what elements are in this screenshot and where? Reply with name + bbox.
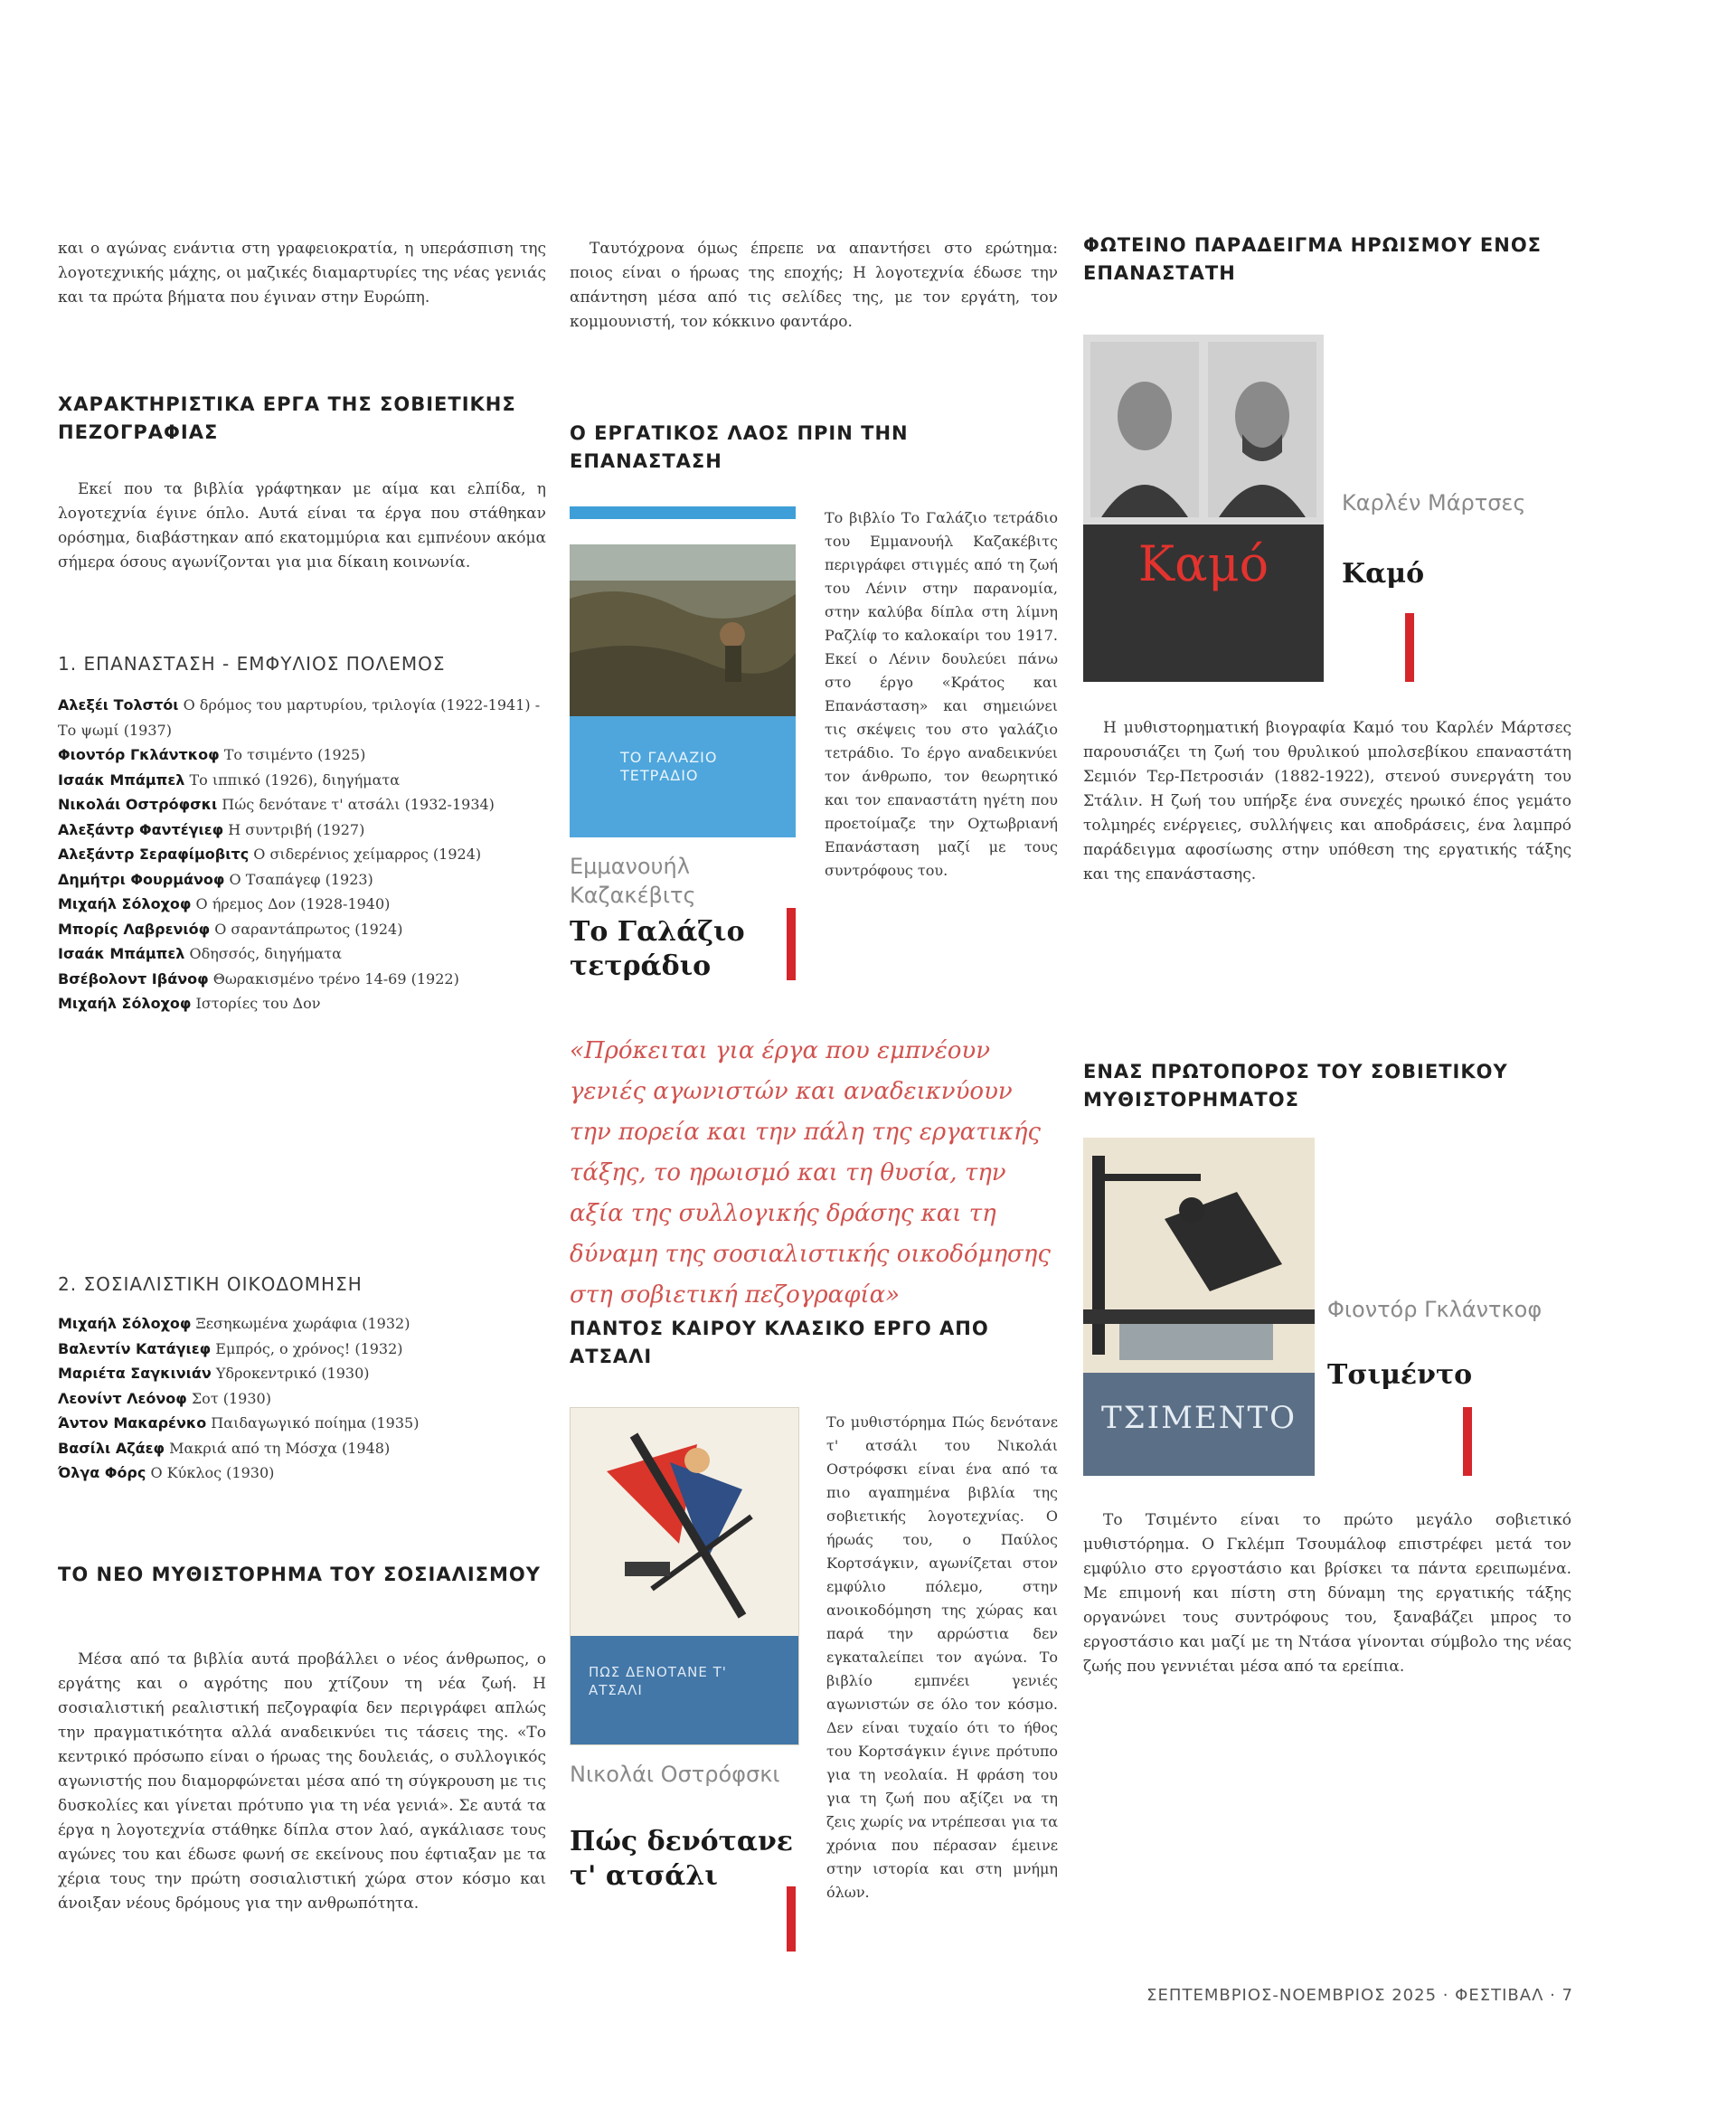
list-item: Άντον Μακαρένκο Παιδαγωγικό ποίημα (1935) bbox=[58, 1414, 420, 1432]
cover-title-text: ΠΩΣ ΔΕΝΟΤΑΝΕ Τ' ΑΤΣΑΛΙ bbox=[589, 1664, 727, 1698]
list-item: Μιχαήλ Σόλοχοφ Ξεσηκωμένα χωράφια (1932) bbox=[58, 1315, 410, 1332]
cover-blue-panel bbox=[570, 716, 796, 837]
col1-section2-heading: ΤΟ ΝΕΟ ΜΥΘΙΣΤΟΡΗΜΑ ΤΟΥ ΣΟΣΙΑΛΙΣΜΟΥ bbox=[58, 1564, 541, 1585]
list-item: Νικολάι Οστρόφσκι Πώς δενότανε τ' ατσάλι (1932-1934) bbox=[58, 796, 495, 813]
col2-section2-heading: ΠΑΝΤΟΣ ΚΑΙΡΟΥ ΚΛΑΣΙΚΟ ΕΡΓΟ ΑΠΟ ΑΤΣΑΛΙ bbox=[570, 1318, 989, 1367]
book3-author: Καρλέν Μάρτσες bbox=[1342, 490, 1526, 515]
book1-title: Το Γαλάζιο τετράδιο bbox=[570, 916, 745, 982]
col1-subheading-1: 1. ΕΠΑΝΑΣΤΑΣΗ - ΕΜΦΥΛΙΟΣ ΠΟΛΕΜΟΣ bbox=[58, 653, 446, 675]
cover-title-text: ΤΟ ΓΑΛΑΖΙΟ ΤΕΤΡΑΔΙΟ bbox=[620, 749, 718, 784]
col1-intro-paragraph: και ο αγώνας ενάντια στη γραφειοκρατία, η υπεράσπιση της λογοτεχνικής μάχης, οι μαζικές διαμαρτυρίες της νέας γενιάς και τα πρώτα βήματα που έγιναν στην Ευρώπη. bbox=[58, 240, 546, 307]
list-item: Μιχαήλ Σόλοχοφ Ιστορίες του Δον bbox=[58, 995, 321, 1012]
cover-top-stripe bbox=[570, 506, 796, 519]
cover-title-text: Καμό bbox=[1137, 535, 1269, 592]
col1-list-2 bbox=[58, 1311, 546, 1486]
book1-paragraph: Το βιβλίο Το Γαλάζιο τετράδιο του Εμμανουήλ Καζακέβιτς περιγράφει στιγμές από τη ζωή του Λένιν στην παρανομία, στην καλύβα δίπλα στη λίμνη Ραζλίφ το καλοκαίρι του 1917. Εκεί ο Λένιν δουλεύει πάνω στο έργο «Κράτος και Επανάσταση» και σημειώνει τις σκέψεις του στο γαλάζιο τετράδιο. Το έργο αναδεικνύει τον άνθρωπο, τον θεωρητικό και τον επαναστάτη ηγέτη που προετοίμαζε την Οχτωβριανή Επανάσταση μαζί με τους συντρόφους του. bbox=[825, 509, 1058, 879]
cover-blue-panel bbox=[571, 1636, 799, 1745]
col1-section2-paragraph: Μέσα από τα βιβλία αυτά προβάλλει ο νέος άνθρωπος, ο εργάτης και ο αγρότης που χτίζουν τη νέα ζωή. Η σοσιαλιστική ρεαλιστική πεζογραφία δεν περιγράφει απλώς την πραγματικότητα αλλά αναδεικνύει τις τάσεις της. «Το κεντρικό πρόσωπο είναι ο ήρωας της δουλειάς, ο συλλογικός αγωνιστής που διαμορφώνεται μέσα από τη σύγκρουση με τις δυσκολίες και γίνεται πρότυπο για τη νέα γενιά». Σε αυτά τα έργα η λογοτεχνία στάθηκε δίπλα στον λαό, αγκάλιασε τους αγώνες του και έδωσε φωνή σε εκείνους που έφτιαξαν με τα χέρια τους την πρώτη σοσιαλιστική χώρα στον κόσμο και άνοιξαν νέους δρόμους για την ανθρωπότητα. bbox=[58, 1650, 546, 1913]
book-cover-galazio-tetradio bbox=[570, 506, 796, 837]
cover-blue-panel bbox=[1083, 1373, 1315, 1476]
list-item: Αλεξάντρ Σεραφίμοβιτς Ο σιδερένιος χείμαρρος (1924) bbox=[58, 846, 482, 863]
col2-section1-heading: Ο ΕΡΓΑΤΙΚΟΣ ΛΑΟΣ ΠΡΙΝ ΤΗΝ ΕΠΑΝΑΣΤΑΣΗ bbox=[570, 422, 909, 472]
cover-portrait-photos bbox=[1083, 335, 1324, 525]
book2-paragraph: Το μυθιστόρημα Πώς δενότανε τ' ατσάλι του Νικολάι Οστρόφσκι είναι ένα από τα πιο αγαπημένα βιβλία της σοβιετικής λογοτεχνίας. Ο ήρωάς του, ο Παύλος Κορτσάγκιν, αγωνίζεται στον εμφύλιο πόλεμο, στην ανοικοδόμηση της χώρας και παρά την αρρώστια δεν εγκαταλείπει τον αγώνα. Το βιβλίο εμπνέει γενιές αγωνιστών σε όλο τον κόσμο. Δεν είναι τυχαίο ότι το ήθος του Κορτσάγκιν έγινε πρότυπο για τη νεολαία. Η φράση του για τη ζωή που αξίζει να τη ζεις χωρίς να ντρέπεσαι για τα χρόνια που πέρασαν έμεινε στην ιστορία και στη μνήμη όλων. bbox=[826, 1413, 1058, 1901]
col3-section1-heading: ΦΩΤΕΙΝΟ ΠΑΡΑΔΕΙΓΜΑ ΗΡΩΙΣΜΟΥ ΕΝΟΣ ΕΠΑΝΑΣΤΑΤΗ bbox=[1083, 234, 1543, 284]
book1-author: Εμμανουήλ Καζακέβιτς bbox=[570, 854, 696, 908]
list-item: Λεονίντ Λεόνοφ Σοτ (1930) bbox=[58, 1389, 271, 1407]
col1-subheading-2: 2. ΣΟΣΙΑΛΙΣΤΙΚΗ ΟΙΚΟΔΟΜΗΣΗ bbox=[58, 1273, 363, 1295]
cover-constructivist-image bbox=[571, 1408, 799, 1636]
cover-painting-image bbox=[570, 544, 796, 716]
col2-intro-paragraph: Ταυτόχρονα όμως έπρεπε να απαντήσει στο ερώτημα: ποιος είναι ο ήρωας της εποχής; Η λογοτεχνία έδωσε την απάντηση μέσα από τις σελίδες της, με τον εργάτη, τον κομμουνιστή, τον κόκκινο φαντάρο. bbox=[570, 240, 1058, 331]
red-accent-bar bbox=[1405, 613, 1414, 682]
list-item: Όλγα Φόρς Ο Κύκλος (1930) bbox=[58, 1464, 275, 1481]
book3-title: Καμό bbox=[1342, 558, 1425, 590]
book-cover-pos-denotane bbox=[570, 1407, 799, 1745]
page-footer: ΣΕΠΤΕΜΒΡΙΟΣ-ΝΟΕΜΒΡΙΟΣ 2025 · ΦΕΣΤΙΒΑΛ · 7 bbox=[1146, 1986, 1573, 2005]
red-accent-bar bbox=[1463, 1407, 1472, 1476]
book-cover-tsimento bbox=[1083, 1138, 1315, 1476]
list-item: Αλεξέι Τολστόι Ο δρόμος του μαρτυρίου, τριλογία (1922-1941) - Το ψωμί (1937) bbox=[58, 696, 541, 739]
list-item: Βσέβολοντ Ιβάνοφ Θωρακισμένο τρένο 14-69 (1922) bbox=[58, 969, 459, 988]
list-item: Δημήτρι Φουρμάνοφ Ο Τσαπάγεφ (1923) bbox=[58, 870, 373, 888]
book4-paragraph: Το Τσιμέντο είναι το πρώτο μεγάλο σοβιετικό μυθιστόρημα. Ο Γκλέμπ Τσουμάλοφ επιστρέφει μετά τον εμφύλιο στο εργοστάσιο και βρίσκει τα πάντα ερειπωμένα. Με επιμονή και πίστη στη δύναμη της εργατικής τάξης οργανώνει τους συντρόφους του, ξαναβάζει μπρος το εργοστάσιο και μαζί με τη Ντάσα γίνονται σύμβολο της νέας ζωής που γεννιέται μέσα από τα ερείπια. bbox=[1083, 1511, 1571, 1676]
book2-title: Πώς δενότανε τ' ατσάλι bbox=[570, 1826, 794, 1892]
list-item: Ισαάκ Μπάμπελ Το ιππικό (1926), διηγήματα bbox=[58, 770, 401, 789]
list-item: Μιχαήλ Σόλοχοφ Ο ήρεμος Δον (1928-1940) bbox=[58, 895, 391, 912]
list-item: Αλεξάντρ Φαντέγιεφ Η συντριβή (1927) bbox=[58, 820, 365, 838]
book2-author: Νικολάι Οστρόφσκι bbox=[570, 1762, 780, 1787]
book-cover-kamo bbox=[1083, 335, 1324, 682]
col1-section1-paragraph: Εκεί που τα βιβλία γράφτηκαν με αίμα και ελπίδα, η λογοτεχνία έγινε όπλο. Αυτά είναι τα έργα που στάθηκαν ορόσημα, διαβάστηκαν από εκατομμύρια και εμπνέουν ακόμα σήμερα όσους αγωνίζονται για μια δίκαιη κοινωνία. bbox=[58, 480, 546, 572]
cover-dark-panel bbox=[1083, 525, 1324, 682]
col1-section1-heading: ΧΑΡΑΚΤΗΡΙΣΤΙΚΑ ΕΡΓΑ ΤΗΣ ΣΟΒΙΕΤΙΚΗΣ ΠΕΖΟΓΡΑΦΙΑΣ bbox=[58, 393, 516, 443]
list-item: Βαλεντίν Κατάγιεφ Εμπρός, ο χρόνος! (1932) bbox=[58, 1339, 403, 1357]
list-item: Ισαάκ Μπάμπελ Οδησσός, διηγήματα bbox=[58, 945, 342, 962]
book3-paragraph: Η μυθιστορηματική βιογραφία Καμό του Καρλέν Μάρτσες παρουσιάζει τη ζωή του θρυλικού μπολσεβίκου επαναστάτη Σεμιόν Τερ-Πετροσιάν (1882-1922), στενού συνεργάτη του Στάλιν. Η ζωή του υπήρξε ένα συνεχές ηρωικό έπος γεμάτο τολμηρές ενέργειες, συλλήψεις και αποδράσεις, ένα λαμπρό παράδειγμα αφοσίωσης στην υπόθεση της εργατικής τάξης και της επανάστασης. bbox=[1083, 719, 1571, 884]
list-item: Μπορίς Λαβρενιόφ Ο σαραντάπρωτος (1924) bbox=[58, 920, 403, 938]
red-accent-bar bbox=[787, 1886, 796, 1952]
red-accent-bar bbox=[787, 908, 796, 980]
list-item: Βασίλι Αζάεφ Μακριά από τη Μόσχα (1948) bbox=[58, 1439, 391, 1457]
book4-author: Φιοντόρ Γκλάντκοφ bbox=[1327, 1297, 1543, 1322]
book4-title: Τσιμέντο bbox=[1327, 1359, 1473, 1391]
list-item: Μαριέτα Σαγκινιάν Υδροκεντρικό (1930) bbox=[58, 1365, 370, 1382]
cover-title-text: ΤΣΙΜΕΝΤΟ bbox=[1100, 1400, 1297, 1436]
col3-section2-heading: ΕΝΑΣ ΠΡΩΤΟΠΟΡΟΣ ΤΟΥ ΣΟΒΙΕΤΙΚΟΥ ΜΥΘΙΣΤΟΡΗΜΑΤΟΣ bbox=[1083, 1061, 1508, 1110]
cover-worker-image bbox=[1083, 1138, 1315, 1373]
list-item: Φιοντόρ Γκλάντκοφ Το τσιμέντο (1925) bbox=[58, 746, 366, 763]
col1-list-1 bbox=[58, 693, 546, 1016]
pull-quote: «Πρόκειται για έργα που εμπνέουν γενιές αγωνιστών και αναδεικνύουν την πορεία και την πάλη της εργατικής τάξης, το ηρωισμό και τη θυσία, την αξία της συλλογικής δράσης και τη δύναμη της σοσιαλιστικής οικοδόμησης στη σοβιετική πεζογραφία» bbox=[570, 1037, 1051, 1309]
